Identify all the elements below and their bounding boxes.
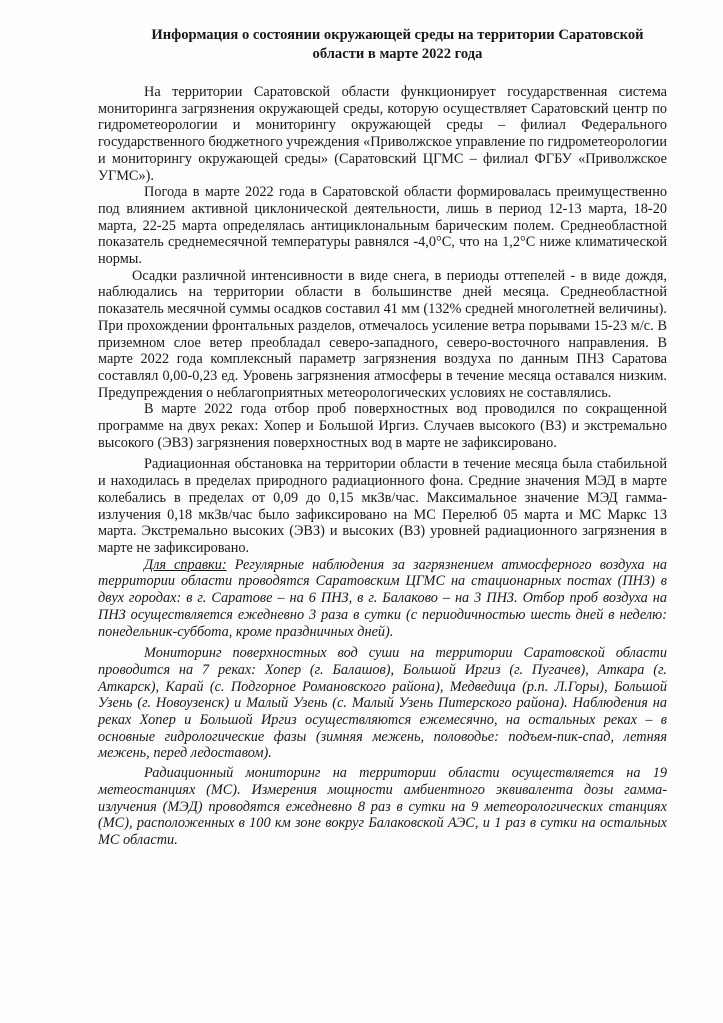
paragraph-water-monitoring: Мониторинг поверхностных вод суши на территории Саратовской области проводится на 7 реках: Хопер (г. Балашов), Большой Иргиз (г. Пугачев), Аткара (г. Аткарск), Карай (с. Подгорное Романовского района), Медведица (р.п. Л.Горы), Большой Узень (г. Новоузенск) и Малый Узень (с. Малый Узень Питерского района). Наблюдения на реках Хопер и Большой Иргиз осуществляются ежемесячно, на остальных реках – в основные гидрологические фазы (зимняя межень, половодье: подъем-пик-спад, летняя межень, перед ледоставом). bbox=[98, 645, 667, 762]
title-line-1: Информация о состоянии окружающей среды на территории Саратовской bbox=[151, 27, 644, 43]
paragraph-precipitation: Осадки различной интенсивности в виде снега, в периоды оттепелей - в виде дождя, наблюдались на территории области в большинстве дней месяца. Среднеобластной показатель месячной суммы осадков составил 41 мм (132% средней многолетней величины). При прохождении фронтальных разделов, отмечалось усиление ветра порывами 15-23 м/с. В приземном слое ветер преобладал северо-западного, северо-восточного направления. В марте 2022 года комплексный параметр загрязнения воздуха по данным ПНЗ Саратова составлял 0,00-0,23 ед. Уровень загрязнения атмосферы в течение месяца оставался низким. Предупреждения о неблагоприятных метеорологических условиях не составлялись. bbox=[98, 267, 667, 401]
paragraph-surface-water: В марте 2022 года отбор проб поверхностных вод проводился по сокращенной программе на двух реках: Хопер и Большой Иргиз. Случаев высокого (ВЗ) и экстремально высокого (ЭВЗ) загрязнения поверхностных вод в марте не зафиксировано. bbox=[98, 401, 667, 451]
paragraph-reference bbox=[98, 557, 667, 641]
paragraph-weather: Погода в марте 2022 года в Саратовской области формировалась преимущественно под влиянием активной циклонической деятельности, лишь в период 12-13 марта, 18-20 марта, 22-25 марта определялась антициклональным барическим полем. Среднеобластной показатель среднемесячной температуры равнялся -4,0°С, что на 1,2°С ниже климатической нормы. bbox=[98, 184, 667, 268]
reference-text: Регулярные наблюдения за загрязнением атмосферного воздуха на территории области проводятся Саратовским ЦГМС на стационарных постах (ПНЗ) в двух городах: в г. Саратове – на 6 ПНЗ, в г. Балаково – на 3 ПНЗ. Отбор проб воздуха на ПНЗ осуществляется ежедневно 3 раза в сутки (с периодичностью шесть дней в неделю: понедельник-суббота, кроме праздничных дней). bbox=[98, 556, 667, 640]
reference-label: Для справки: bbox=[144, 556, 227, 573]
document-title bbox=[98, 26, 667, 64]
paragraph-radiation-monitoring: Радиационный мониторинг на территории области осуществляется на 19 метеостанциях (МС). Измерения мощности амбиентного эквивалента дозы гамма-излучения (МЭД) проводятся ежедневно 8 раз в сутки на 9 метеорологических станциях (МС), расположенных в 100 км зоне вокруг Балаковской АЭС, и 1 раз в сутки на остальных МС области. bbox=[98, 765, 667, 848]
paragraph-radiation: Радиационная обстановка на территории области в течение месяца была стабильной и находилась в пределах природного радиационного фона. Средние значения МЭД в марте колебались в пределах от 0,09 до 0,15 мкЗв/час. Максимальное значение МЭД гамма-излучения 0,18 мкЗв/час было зафиксировано на МС Перелюб 05 марта и МС Маркс 13 марта. Экстремально высоких (ЭВЗ) и высоких (ВЗ) уровней радиационного загрязнения в марте не зафиксировано. bbox=[98, 456, 667, 556]
title-line-2: области в марте 2022 года bbox=[312, 46, 483, 62]
paragraph-monitoring-system: На территории Саратовской области функционирует государственная система мониторинга загрязнения окружающей среды, которую осуществляет Саратовский центр по гидрометеорологии и мониторингу окружающей среды – филиал Федерального государственного бюджетного учреждения «Приволжское управление по гидрометеорологии и мониторингу окружающей среды» (Саратовский ЦГМС – филиал ФГБУ «Приволжское УГМС»). bbox=[98, 84, 667, 184]
